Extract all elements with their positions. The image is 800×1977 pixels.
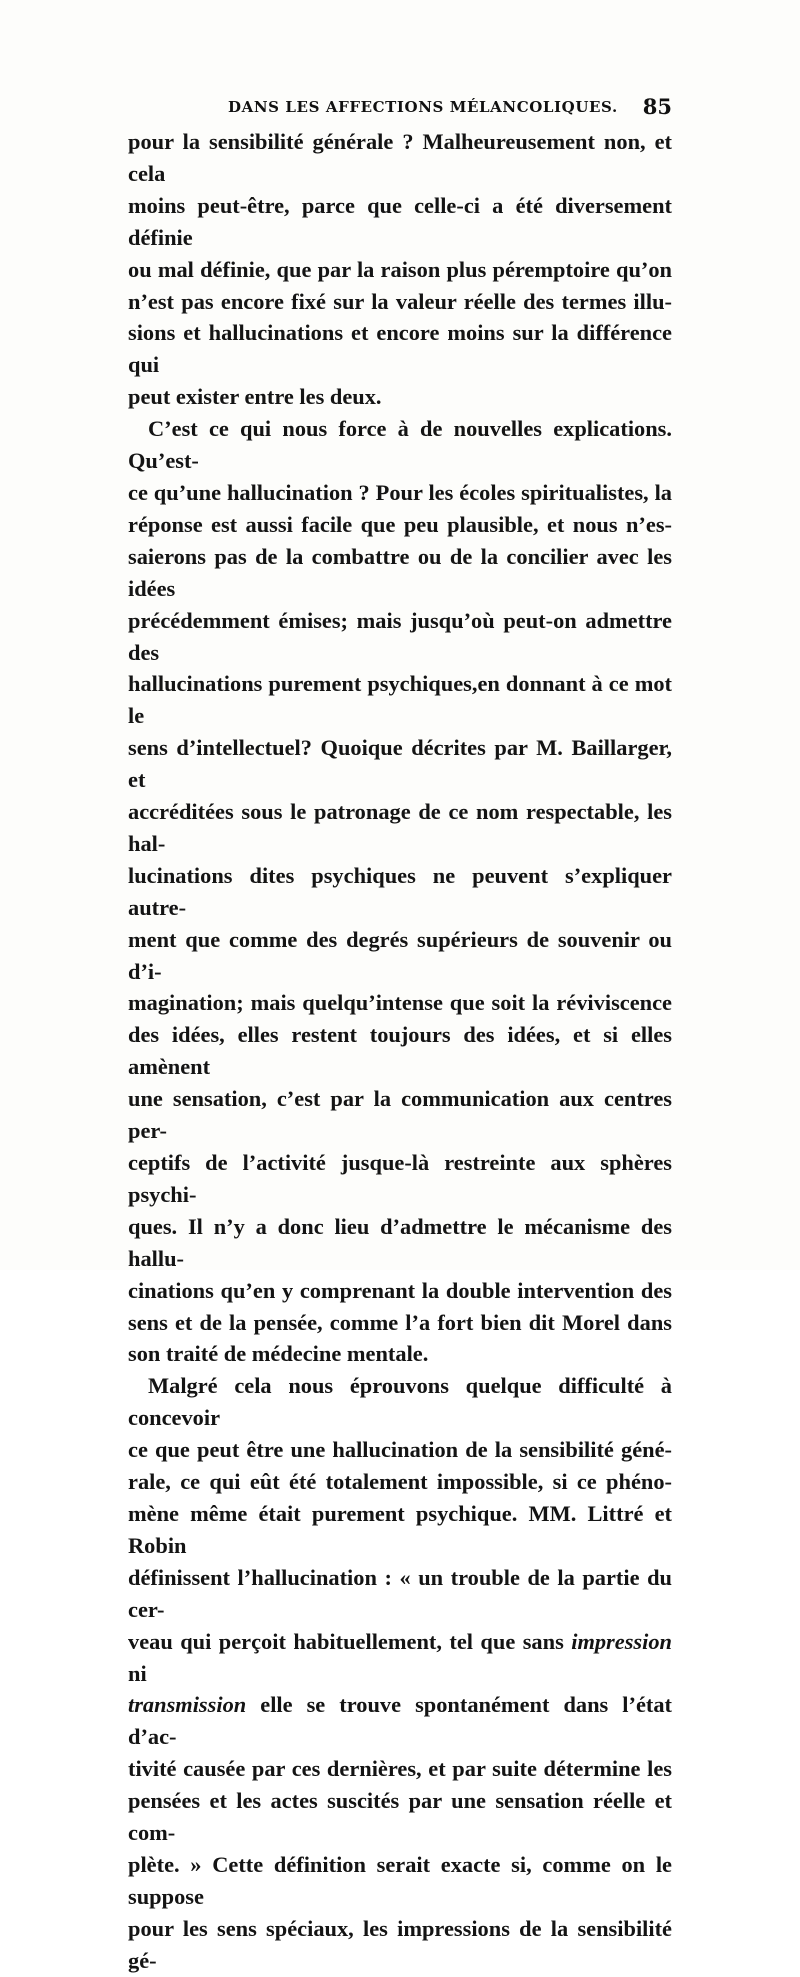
text-line: plète. » Cette définition serait exacte si, comme on le suppose: [128, 1851, 672, 1909]
text-line: lucinations dites psychiques ne peuvent s’expliquer autre-: [128, 862, 672, 920]
text-line: saierons pas de la combattre ou de la concilier avec les idées: [128, 543, 672, 601]
text-line: ment que comme des degrés supérieurs de souvenir ou d’i-: [128, 926, 672, 984]
text-line: précédemment émises; mais jusqu’où peut-on admettre des: [128, 607, 672, 665]
text-line-with-italic: [128, 1626, 672, 1690]
text-segment: elle se trouve spontanément dans l’état d’ac-: [128, 1692, 672, 1750]
text-line: cinations qu’en y comprenant la double intervention des: [128, 1277, 672, 1303]
text-line: tivité causée par ces dernières, et par suite détermine les: [128, 1756, 672, 1782]
text-line: n’est pas encore fixé sur la valeur réelle des termes illu-: [128, 288, 672, 314]
text-line: son traité de médecine mentale.: [128, 1341, 429, 1367]
running-title: DANS LES AFFECTIONS MÉLANCOLIQUES.: [228, 98, 618, 116]
text-line: rale, ce qui eût été totalement impossible, si ce phéno-: [128, 1469, 672, 1495]
text-line: moins peut-être, parce que celle-ci a été diversement définie: [128, 192, 672, 250]
text-line: pensées et les actes suscités par une sensation réelle et com-: [128, 1788, 672, 1846]
text-line: ce qu’une hallucination ? Pour les écoles spiritualistes, la: [128, 479, 672, 505]
body-text: [128, 126, 672, 1977]
text-line: réponse est aussi facile que peu plausible, et nous n’es-: [128, 511, 672, 537]
text-line: une sensation, c’est par la communication aux centres per-: [128, 1086, 672, 1144]
text-line: ou mal définie, que par la raison plus péremptoire qu’on: [128, 256, 672, 282]
page-header: [128, 96, 672, 124]
text-line: sens d’intellectuel? Quoique décrites par M. Baillarger, et: [128, 735, 672, 793]
text-line: magination; mais quelqu’intense que soit la réviviscence: [128, 990, 672, 1016]
text-line: mène même était purement psychique. MM. Littré et Robin: [128, 1500, 672, 1558]
text-line: C’est ce qui nous force à de nouvelles explications. Qu’est-: [128, 416, 672, 474]
italic-term: impression: [571, 1628, 672, 1654]
text-line: ques. Il n’y a donc lieu d’admettre le mécanisme des hallu-: [128, 1213, 672, 1271]
text-line: sens et de la pensée, comme l’a fort bien dit Morel dans: [128, 1309, 672, 1335]
text-segment: ni: [128, 1660, 147, 1686]
text-line: hallucinations purement psychiques,en donnant à ce mot le: [128, 671, 672, 729]
text-line: pour la sensibilité générale ? Malheureusement non, et cela: [128, 129, 672, 186]
text-line: peut exister entre les deux.: [128, 384, 382, 410]
text-line: ceptifs de l’activité jusque-là restreinte aux sphères psychi-: [128, 1150, 672, 1207]
paragraph-first-line: [128, 1370, 672, 1434]
text-line-with-italic: [128, 1689, 672, 1753]
text-line: des idées, elles restent toujours des idées, et si elles amènent: [128, 1022, 672, 1080]
text-line: pour les sens spéciaux, les impressions de la sensibilité gé-: [128, 1915, 672, 1973]
text-line: Malgré cela nous éprouvons quelque difficulté à concevoir: [128, 1373, 672, 1431]
page-number: 85: [642, 94, 672, 119]
text-line: sions et hallucinations et encore moins sur la différence qui: [128, 320, 672, 378]
italic-term: transmission: [128, 1692, 247, 1718]
text-line: accréditées sous le patronage de ce nom respectable, les hal-: [128, 799, 672, 856]
paragraph-first-line: [128, 413, 672, 477]
text-segment: veau qui perçoit habituellement, tel que sans: [128, 1628, 564, 1654]
text-line: ce que peut être une hallucination de la sensibilité géné-: [128, 1437, 672, 1463]
text-line: définissent l’hallucination : « un trouble de la partie du cer-: [128, 1564, 672, 1622]
